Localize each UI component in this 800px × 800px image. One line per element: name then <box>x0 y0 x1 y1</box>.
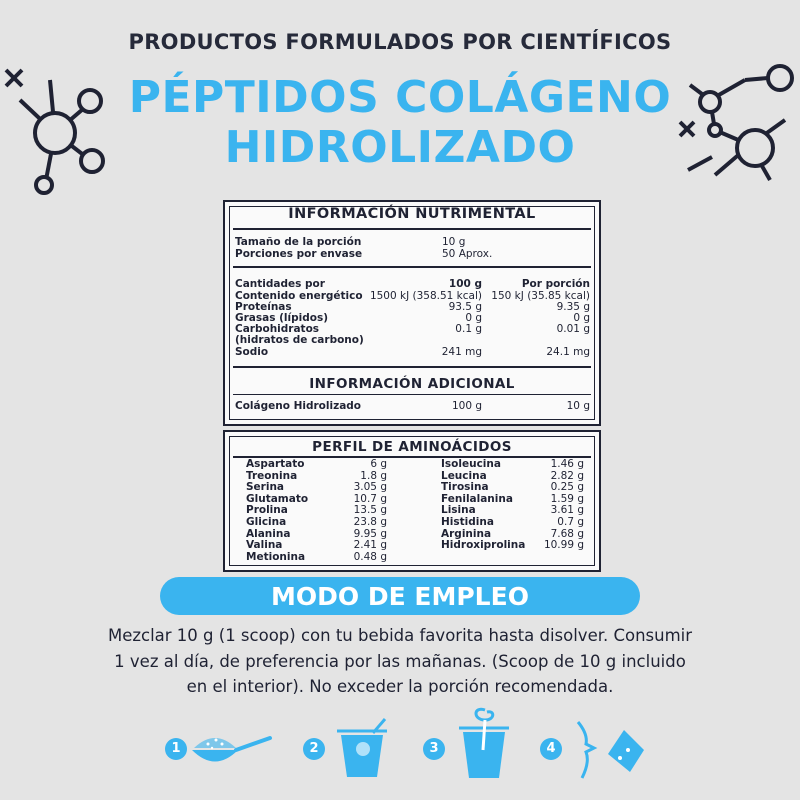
amino-name: Fenilalanina <box>441 492 513 505</box>
amino-value: 9.95 g <box>353 527 387 540</box>
amino-value: 10.99 g <box>543 539 584 552</box>
amino-value: 13.5 g <box>353 504 387 517</box>
amino-value: 23.8 g <box>353 516 387 528</box>
amino-value: 1.46 g <box>550 458 584 470</box>
amino-title: PERFIL DE AMINOÁCIDOS <box>312 439 512 455</box>
amino-name: Leucina <box>441 469 487 482</box>
page-title-line1: PÉPTIDOS COLÁGENO <box>128 72 672 123</box>
amino-name: Tirosina <box>441 481 489 494</box>
usage-title: MODO DE EMPLEO <box>271 582 529 611</box>
amino-value: 1.8 g <box>360 469 387 482</box>
row-value-portion: 0.01 g <box>556 323 590 335</box>
row-value-portion: 9.35 g <box>556 301 590 313</box>
usage-line-2: 1 vez al día, de preferencia por las mañanas. (Scoop de 10 g incluido <box>114 652 686 671</box>
drink-icon <box>568 718 648 783</box>
step-number-3: 3 <box>423 738 445 760</box>
additional-100: 100 g <box>451 400 482 412</box>
glass-icon <box>333 715 393 780</box>
row-value-100: 0.1 g <box>455 323 482 335</box>
serving-size-label: Tamaño de la porción <box>235 236 362 248</box>
amino-value: 3.61 g <box>550 504 584 517</box>
amino-value: 0.7 g <box>557 516 584 528</box>
row-label: (hidratos de carbono) <box>235 334 364 346</box>
servings-label: Porciones por envase <box>235 248 363 260</box>
usage-line-3: en el interior). No exceder la porción recomendada. <box>186 677 614 696</box>
amino-value: 0.25 g <box>550 481 584 494</box>
molecule-left-icon <box>0 55 130 195</box>
amino-value: 0.48 g <box>353 550 387 563</box>
subtitle: PRODUCTOS FORMULADOS POR CIENTÍFICOS <box>128 30 672 54</box>
step-number-1: 1 <box>165 738 187 760</box>
amino-name: Valina <box>246 539 283 552</box>
amino-name: Metionina <box>246 550 306 563</box>
page-title-line2: HIDROLIZADO <box>224 122 576 173</box>
amino-name: Aspartato <box>246 458 305 470</box>
amino-value: 10.7 g <box>353 492 387 505</box>
additional-label: Colágeno Hidrolizado <box>235 400 362 412</box>
row-value-portion: 0 g <box>573 312 590 324</box>
amino-value: 3.05 g <box>353 481 387 494</box>
nutrition-title: INFORMACIÓN NUTRIMENTAL <box>288 206 536 222</box>
amino-name: Histidina <box>441 516 494 528</box>
amino-value: 7.68 g <box>550 527 584 540</box>
amino-name: Serina <box>246 481 285 494</box>
step-number-4: 4 <box>540 738 562 760</box>
col-label: Cantidades por <box>235 278 325 290</box>
amino-name: Glutamato <box>246 492 309 505</box>
row-value-100: 241 mg <box>441 346 482 358</box>
amino-name: Prolina <box>246 504 288 517</box>
row-value-100: 0 g <box>465 312 482 324</box>
row-value-100: 1500 kJ (358.51 kcal) <box>369 290 482 302</box>
scoop-icon <box>190 718 275 778</box>
step-number-2: 2 <box>303 738 325 760</box>
servings-value: 50 Aprox. <box>442 248 493 260</box>
row-label: Proteínas <box>235 301 292 313</box>
row-label: Carbohidratos <box>235 323 320 335</box>
additional-portion: 10 g <box>566 400 590 412</box>
stir-glass-icon <box>455 700 515 780</box>
amino-name: Treonina <box>246 469 298 482</box>
row-label: Grasas (lípidos) <box>235 312 329 324</box>
row-value-portion: 24.1 mg <box>546 346 590 358</box>
serving-size-value: 10 g <box>442 236 466 248</box>
row-value-portion: 150 kJ (35.85 kcal) <box>491 290 590 302</box>
molecule-right-icon <box>670 60 800 200</box>
usage-line-1: Mezclar 10 g (1 scoop) con tu bebida favorita hasta disolver. Consumir <box>107 626 693 645</box>
amino-name: Hidroxiprolina <box>441 539 526 552</box>
amino-name: Glicina <box>246 516 287 528</box>
amino-name: Isoleucina <box>441 458 501 470</box>
amino-name: Lisina <box>441 504 476 517</box>
row-value-100: 93.5 g <box>448 301 482 313</box>
col-portion: Por porción <box>521 278 590 290</box>
amino-value: 2.41 g <box>353 539 387 552</box>
amino-name: Alanina <box>246 527 291 540</box>
row-label: Contenido energético <box>235 290 363 302</box>
amino-value: 1.59 g <box>550 492 584 505</box>
amino-name: Arginina <box>441 527 492 540</box>
amino-value: 6 g <box>370 458 387 470</box>
row-label: Sodio <box>235 346 269 358</box>
additional-title: INFORMACIÓN ADICIONAL <box>309 376 515 392</box>
col-100: 100 g <box>448 278 482 290</box>
amino-value: 2.82 g <box>550 469 584 482</box>
